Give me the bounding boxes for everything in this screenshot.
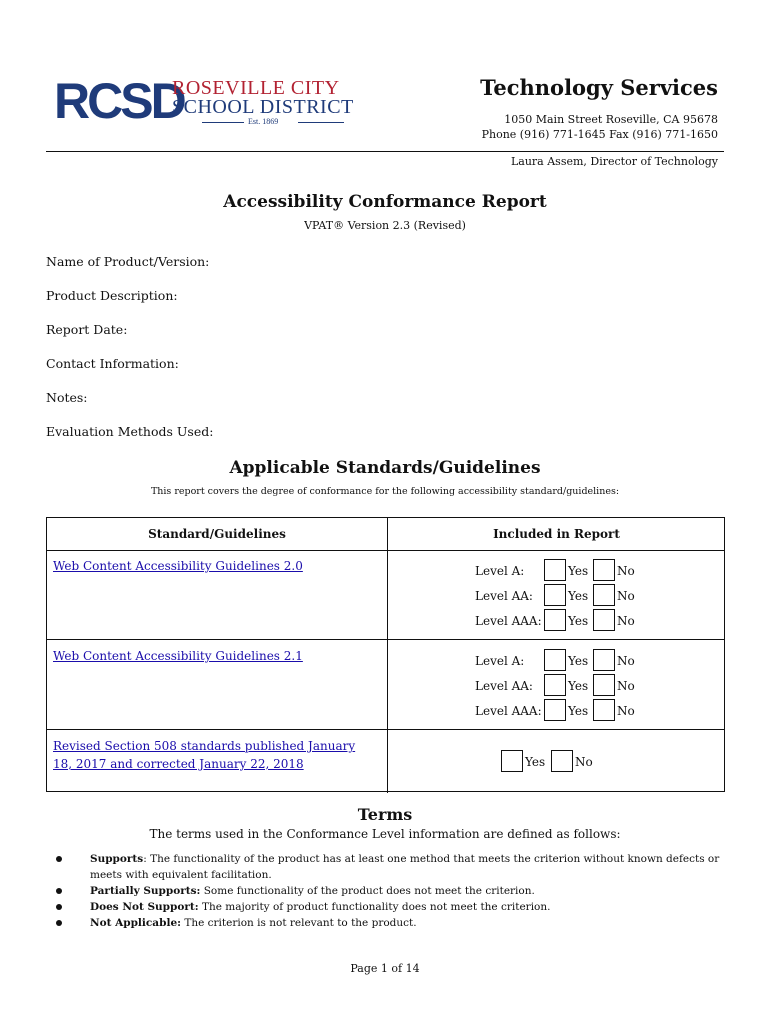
report-version: VPAT® Version 2.3 (Revised) — [304, 219, 466, 232]
page-number: Page 1 of 14 — [350, 962, 420, 975]
term-definition: The functionality of the product has at least one method that meets the criterion without known defects or meets with equivalent facilitation. — [90, 853, 720, 881]
org-address: 1050 Main Street Roseville, CA 95678 — [504, 113, 718, 126]
wcag-2-0-level-a — [475, 559, 715, 583]
terms-title: Terms — [357, 805, 413, 824]
no-checkbox[interactable] — [593, 699, 615, 721]
bullet-icon — [56, 856, 62, 862]
list-item — [90, 851, 730, 883]
level-label: Level AAA: — [475, 614, 542, 628]
org-phone-fax: Phone (916) 771-1645 Fax (916) 771-1650 — [481, 128, 718, 141]
wcag-2-0-link[interactable]: Web Content Accessibility Guidelines 2.0 — [53, 559, 303, 573]
terms-intro: The terms used in the Conformance Level information are defined as follows: — [149, 827, 621, 841]
no-checkbox[interactable] — [551, 750, 573, 772]
report-title: Accessibility Conformance Report — [223, 192, 547, 212]
section-508-link[interactable]: Revised Section 508 standards published January 18, 2017 and corrected January 22, 2018 — [53, 739, 356, 771]
no-label: No — [617, 704, 635, 718]
field-notes: Notes: — [46, 390, 88, 405]
row-divider — [47, 639, 724, 640]
director-line: Laura Assem, Director of Technology — [510, 155, 718, 168]
term-name: Supports — [90, 853, 144, 865]
yes-checkbox[interactable] — [544, 584, 566, 606]
field-contact-information: Contact Information: — [46, 356, 179, 371]
no-checkbox[interactable] — [593, 649, 615, 671]
term-definition: Some functionality of the product does not meet the criterion. — [200, 885, 535, 897]
no-label: No — [617, 589, 635, 603]
standards-table — [46, 517, 725, 792]
no-label: No — [617, 614, 635, 628]
wcag-2-1-link[interactable]: Web Content Accessibility Guidelines 2.1 — [53, 649, 303, 663]
logo-mark: RCSD — [54, 73, 184, 129]
field-product-name: Name of Product/Version: — [46, 254, 210, 269]
yes-label: Yes — [568, 679, 589, 693]
level-label: Level A: — [475, 564, 525, 578]
no-checkbox[interactable] — [593, 674, 615, 696]
row-divider — [47, 729, 724, 730]
yes-label: Yes — [568, 589, 589, 603]
yes-label: Yes — [568, 564, 589, 578]
no-checkbox[interactable] — [593, 584, 615, 606]
row-divider — [47, 550, 724, 551]
field-report-date: Report Date: — [46, 322, 128, 337]
district-logo — [54, 73, 354, 132]
list-item — [90, 883, 730, 899]
level-label: Level AA: — [475, 589, 533, 603]
no-label: No — [617, 564, 635, 578]
yes-checkbox[interactable] — [544, 674, 566, 696]
level-label: Level AAA: — [475, 704, 542, 718]
logo-established — [172, 117, 344, 127]
column-header-standard: Standard/Guidelines — [148, 527, 286, 541]
logo-rule-left — [202, 122, 244, 123]
bullet-icon — [56, 888, 62, 894]
wcag-2-1-level-aaa — [475, 699, 715, 723]
term-definition: The criterion is not relevant to the product. — [181, 917, 417, 929]
no-label: No — [617, 679, 635, 693]
standards-title: Applicable Standards/Guidelines — [229, 458, 541, 478]
field-evaluation-methods: Evaluation Methods Used: — [46, 424, 214, 439]
logo-established-text: Est. 1869 — [248, 117, 279, 126]
standards-subtitle: This report covers the degree of conformance for the following accessibility standard/guidelines: — [150, 486, 620, 497]
yes-checkbox[interactable] — [501, 750, 523, 772]
bullet-icon — [56, 920, 62, 926]
field-product-description: Product Description: — [46, 288, 178, 303]
header-divider — [46, 151, 724, 152]
org-header — [480, 74, 718, 142]
wcag-2-1-level-a — [475, 649, 715, 673]
yes-label: Yes — [568, 704, 589, 718]
list-item — [90, 915, 730, 931]
term-separator: : — [143, 853, 147, 865]
term-definition: The majority of product functionality does not meet the criterion. — [198, 901, 551, 913]
yes-checkbox[interactable] — [544, 609, 566, 631]
yes-checkbox[interactable] — [544, 649, 566, 671]
column-header-included: Included in Report — [493, 527, 620, 541]
list-item — [90, 899, 730, 915]
yes-label: Yes — [525, 755, 546, 769]
no-checkbox[interactable] — [593, 559, 615, 581]
bullet-icon — [56, 904, 62, 910]
column-divider — [387, 518, 388, 793]
wcag-2-1-level-aa — [475, 674, 715, 698]
no-checkbox[interactable] — [593, 609, 615, 631]
wcag-2-0-level-aaa — [475, 609, 715, 633]
term-name: Not Applicable: — [90, 917, 181, 929]
wcag-2-0-level-aa — [475, 584, 715, 608]
level-label: Level A: — [475, 654, 525, 668]
org-title: Technology Services — [480, 75, 718, 100]
yes-checkbox[interactable] — [544, 699, 566, 721]
logo-line-district: SCHOOL DISTRICT — [172, 96, 354, 118]
level-label: Level AA: — [475, 679, 533, 693]
logo-rule-right — [298, 122, 344, 123]
no-label: No — [617, 654, 635, 668]
term-name: Partially Supports: — [90, 885, 201, 897]
section-508-included — [501, 750, 621, 774]
yes-checkbox[interactable] — [544, 559, 566, 581]
logo-line-city: ROSEVILLE CITY — [172, 77, 340, 99]
no-label: No — [575, 755, 593, 769]
yes-label: Yes — [568, 654, 589, 668]
yes-label: Yes — [568, 614, 589, 628]
terms-list — [90, 851, 730, 931]
term-name: Does Not Support: — [90, 901, 199, 913]
